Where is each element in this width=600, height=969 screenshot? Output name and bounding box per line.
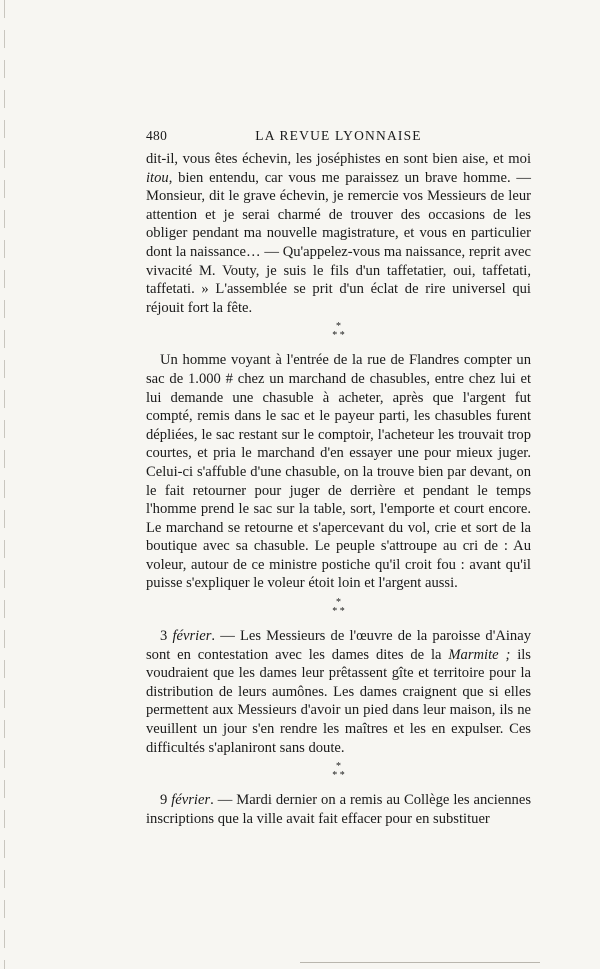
- separator-top-star: *: [336, 597, 341, 609]
- separator-bottom-stars: * *: [332, 770, 345, 782]
- section-separator: [146, 598, 531, 616]
- page-edge-bottom: [300, 962, 540, 963]
- separator-top-star: *: [336, 321, 341, 333]
- italic-text: itou: [146, 169, 169, 186]
- italic-text: Marmite ;: [448, 646, 511, 663]
- paragraph-3: 3 février. — Les Messieurs de l'œuvre de la paroisse d'Ainay sont en contestation avec les dames dites de la Marmite ; ils voudraient que les dames leur prêtassent gîte et territoire pour la distribution de leurs aumônes. Les dames craignent que si elles permettent aux Messieurs d'avoir un pied dans leur maison, ils ne veuillent un jour s'en rendre les maîtres et les en expulser. Ces difficultés s'aplaniront sans doute.: [146, 628, 531, 756]
- italic-text: février: [171, 792, 211, 809]
- italic-text: février: [172, 628, 212, 645]
- paragraph-2: Un homme voyant à l'entrée de la rue de Flandres compter un sac de 1.000 # chez un marchand de chasubles, entre chez lui et lui demande une chasuble à acheter, après que l'argent fut compté, remis dans le sac et le payeur parti, les chasubles furent dépliées, le sac restant sur le comptoir, l'acheteur les trouvait trop courtes, et pria le marchand d'en essayer une pour mieux juger. Celui-ci s'affuble d'une chasuble, on la trouve bien par devant, on le fait retourner pour juger de derrière et pendant le temps l'homme prend le sac sur la table, sort, l'emporte et court encore. Le marchand se retourne et s'apercevant du vol, crie et sort de la boutique avec sa chasuble. Le peuple s'attroupe au cri de : Au voleur, autour de ce ministre postiche qu'il croit fou : avant qu'il puisse s'expliquer le voleur étoit loin et l'argent aussi.: [146, 352, 531, 592]
- section-separator: [146, 322, 531, 340]
- section-separator: [146, 762, 531, 780]
- page-edge-left: [4, 0, 5, 969]
- page-number: 480: [146, 128, 168, 143]
- running-header: [146, 128, 531, 146]
- separator-bottom-stars: * *: [332, 606, 345, 618]
- paragraph-4: 9 février. — Mardi dernier on a remis au Collège les anciennes inscriptions que la ville avait fait effacer pour en substituer: [146, 792, 532, 827]
- running-title: LA REVUE LYONNAISE: [255, 128, 422, 143]
- paragraph-1: dit-il, vous êtes échevin, les joséphistes en sont bien aise, et moi itou, bien entendu, car vous me paraissez un brave homme. — Monsieur, dit le grave échevin, je remercie vos Messieurs de leur attention et je serai charmé de trouver des occasions de les obliger pendant ma nouvelle magistrature, et vous en particulier dont la naissance… — Qu'appelez-vous ma naissance, reprit avec vivacité M. Vouty, je suis le fils d'un taffetatier, oui, taffetati, taffetati. » L'assemblée se prit d'un éclat de rire universel qui réjouit fort la fête.: [146, 151, 531, 316]
- separator-bottom-stars: * *: [332, 330, 345, 342]
- separator-top-star: *: [336, 761, 341, 773]
- page-body: [146, 150, 531, 828]
